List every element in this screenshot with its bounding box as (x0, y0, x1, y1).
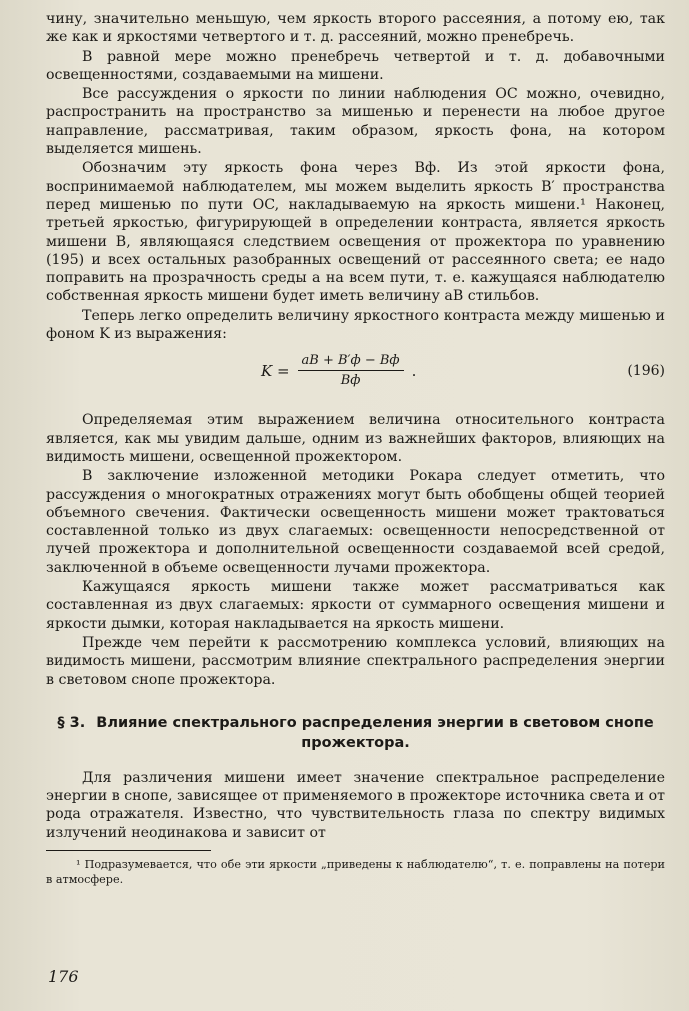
paragraph-10: Для различения мишени имеет значение спектральное распределение энергии в снопе, зависящее от применяемого в прожекторе источника света и от рода отражателя. Известно, что чувствительность глаза по спектру видимых излучений неодинакова и зависит от (46, 769, 665, 841)
formula-trailing: . (411, 361, 417, 380)
formula-lhs: K = (261, 361, 290, 380)
paragraph-1: чину, значительно меньшую, чем яркость второго рассеяния, а потому ею, так же как и яркостями четвертого и т. д. рассеяний, можно пренебречь. (46, 11, 665, 46)
formula (261, 353, 416, 388)
paragraph-5: Теперь легко определить величину яркостного контраста между мишенью и фоном K из выражения: (46, 307, 665, 343)
body-text (46, 10, 665, 842)
equation-196 (46, 351, 665, 401)
equation-number: (196) (627, 363, 665, 380)
formula-numerator: aB + B′ф − Bф (298, 353, 404, 371)
paragraph-8: Кажущаяся яркость мишени также может рассматриваться как составленная из двух слагаемых: яркости от суммарного освещения мишени и яркости дымки, которая накладывается на яркость мишени. (46, 579, 665, 632)
formula-denominator: Bф (340, 373, 361, 389)
paragraph-2: В равной мере можно пренебречь четвертой и т. д. добавочными освещенностями, создаваемыми на мишени. (46, 48, 665, 83)
page-number: 176 (48, 967, 79, 986)
paragraph-7: В заключение изложенной методики Рокара следует отметить, что рассуждения о многократных отражениях могут быть обобщены общей теорией объемного свечения. Фактически освещенность мишени может трактоваться составленной только из двух слагаемых: освещенности непосредственной от лучей прожектора и дополнительной освещенности создаваемой всей средой, заключенной в объеме освещенности лучами прожектора. (46, 468, 665, 576)
footnote-divider (46, 850, 211, 851)
section-title: Влияние спектрального распределения энергии в световом снопе прожектора. (96, 714, 654, 751)
formula-fraction (298, 353, 404, 388)
paragraph-9: Прежде чем перейти к рассмотрению комплекса условий, влияющих на видимость мишени, рассмотрим влияние спектрального распределения энергии в световом снопе прожектора. (46, 634, 665, 688)
section-heading (46, 713, 665, 753)
paragraph-6: Определяемая этим выражением величина относительного контраста является, как мы увидим дальше, одним из важнейших факторов, влияющих на видимость мишени, освещенной прожектором. (46, 412, 665, 465)
paragraph-4: Обозначим эту яркость фона через Bф. Из этой яркости фона, воспринимаемой наблюдателем, мы можем выделить яркость B′ пространства перед мишенью по пути OC, накладываемую на яркость мишени.¹ Наконец, третьей яркостью, фигурирующей в определении контраста, является яркость мишени B, являющаяся следствием освещения от прожектора по уравнению (195) и всех остальных разобранных освещений от рассеянного света; ее надо поправить на прозрачность среды a на всем пути, т. е. кажущаяся наблюдателю собственная яркость мишени будет иметь величину aB стильбов. (46, 160, 665, 305)
footnote: ¹ Подразумевается, что обе эти яркости „приведены к наблюдателю“, т. е. поправлены на потери в атмосфере. (46, 857, 665, 886)
paragraph-3: Все рассуждения о яркости по линии наблюдения OC можно, очевидно, распространить на пространство за мишенью и перенести на любое другое направление, рассматривая, таким образом, яркость фона, на котором выделяется мишень. (46, 86, 665, 158)
section-mark: § 3. (57, 714, 86, 731)
